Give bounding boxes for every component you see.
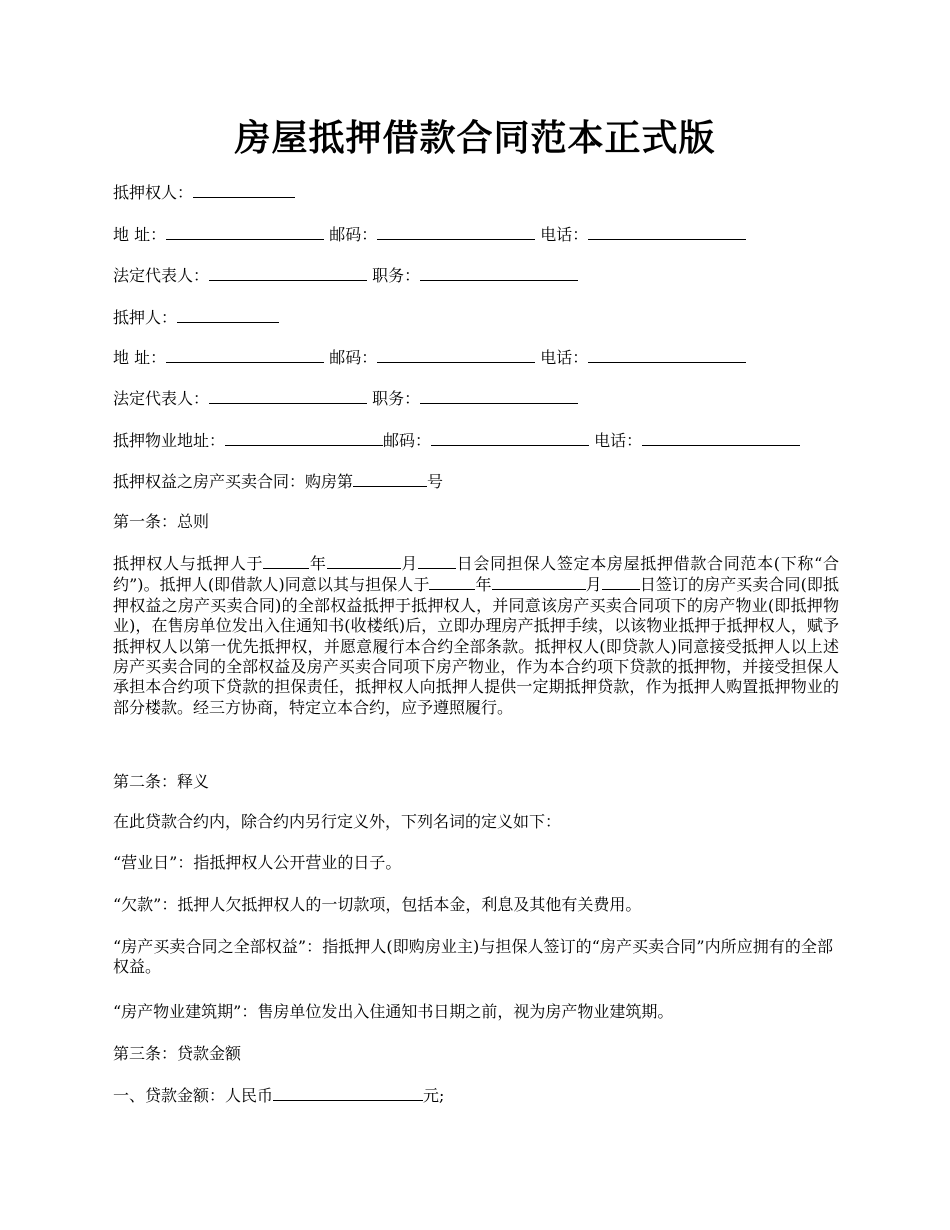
post-blank [420,265,578,281]
property-address-label: 抵押物业地址： [113,431,226,450]
article1-text: 抵押权人与抵押人于 [113,554,264,573]
contract-line [113,471,443,492]
post-label: 职务： [372,266,421,285]
article2-intro: 在此贷款合约内，除合约内另行定义外，下列名词的定义如下： [113,812,562,831]
article1-heading: 第一条：总则 [113,512,210,531]
year-blank [263,553,309,569]
zip-blank [377,347,535,363]
article2-heading: 第二条：释义 [113,772,210,791]
loan-amount-line [113,1085,444,1106]
month-blank [327,553,401,569]
month-blank [492,574,586,590]
year-label: 年 [309,554,327,573]
address-blank [166,347,324,363]
definition-debt: “欠款”：抵押人欠抵押权人的一切款项，包括本金，利息及其他有关费用。 [113,895,642,914]
rep-blank [209,265,367,281]
tel-label: 电话： [594,431,643,450]
mortgagee-line [113,182,295,203]
day-blank [602,574,640,590]
definition-business-day: “营业日”：指抵押权人公开营业的日子。 [113,853,402,872]
tel-label: 电话： [540,225,589,244]
mortgagor-line [113,307,279,328]
property-address-line [113,430,800,451]
rep-label: 法定代表人： [113,266,210,285]
mortgagor-address-line [113,347,746,368]
rep-blank [209,388,367,404]
contract-label: 抵押权益之房产买卖合同：购房第 [113,472,354,491]
tel-blank [642,430,800,446]
tel-blank [588,347,746,363]
article3-heading: 第三条：贷款金额 [113,1044,242,1063]
contract-number-blank [353,471,427,487]
definition-construction-period: “房产物业建筑期”：售房单位发出入住通知书日期之前，视为房产物业建筑期。 [113,1002,674,1021]
mortgagee-rep-line [113,265,578,286]
mortgagee-label: 抵押权人： [113,183,194,202]
zip-label: 邮码： [383,431,432,450]
contract-suffix: 号 [427,472,444,491]
year-blank [429,574,475,590]
loan-amount-unit: 元; [423,1086,445,1105]
month-label: 月 [400,554,418,573]
address-blank [166,224,324,240]
property-address-blank [225,430,383,446]
mortgagee-address-line [113,224,746,245]
address-label: 地 址： [113,225,167,244]
day-blank [418,553,456,569]
loan-amount-label: 一、贷款金额：人民币 [113,1086,274,1105]
tel-blank [588,224,746,240]
post-label: 职务： [372,389,421,408]
mortgagor-label: 抵押人： [113,308,178,327]
zip-label: 邮码： [329,348,378,367]
month-label: 月 [585,575,602,595]
mortgagee-blank [193,182,295,198]
mortgagor-rep-line [113,388,578,409]
article1-text: 日会同担保人签定本房屋抵押借款合同范本(下称“合约”)。抵押人(即借款人)同意以其与担保人于 [113,554,839,595]
document-title: 房屋抵押借款合同范本正式版 [234,117,716,159]
address-label: 地 址： [113,348,167,367]
definition-rights: “房产买卖合同之全部权益”：指抵押人(即购房业主)与担保人签订的“房产买卖合同”内所应拥有的全部权益。 [113,937,833,977]
zip-blank [377,224,535,240]
zip-blank [431,430,589,446]
mortgagor-blank [177,307,279,323]
year-label: 年 [475,575,492,595]
loan-amount-blank [273,1085,423,1101]
zip-label: 邮码： [329,225,378,244]
article1-text: 日签订的房产买卖合同(即抵押权益之房产买卖合同)的全部权益抵押于抵押权人，并同意该房产买卖合同项下的房产物业(即抵押物业)，在售房单位发出入住通知书(收楼纸)后，立即办理房产抵押手续，以该物业抵押于抵押权人，赋予抵押权人以第一优先抵押权，并愿意履行本合约全部条款。抵押权人(即贷款人)同意接受抵押人以上述房产买卖合同的全部权益及房产买卖合同项下房产物业，作为本合约项下贷款的抵押物，并接受担保人承担本合约项下贷款的担保责任，抵押权人向抵押人提供一定期抵押贷款，作为抵押人购置抵押物业的部分楼款。经三方协商，特定立本合约，应予遵照履行。 [113,575,839,717]
rep-label: 法定代表人： [113,389,210,408]
tel-label: 电话： [540,348,589,367]
article1-body [113,553,839,718]
post-blank [420,388,578,404]
